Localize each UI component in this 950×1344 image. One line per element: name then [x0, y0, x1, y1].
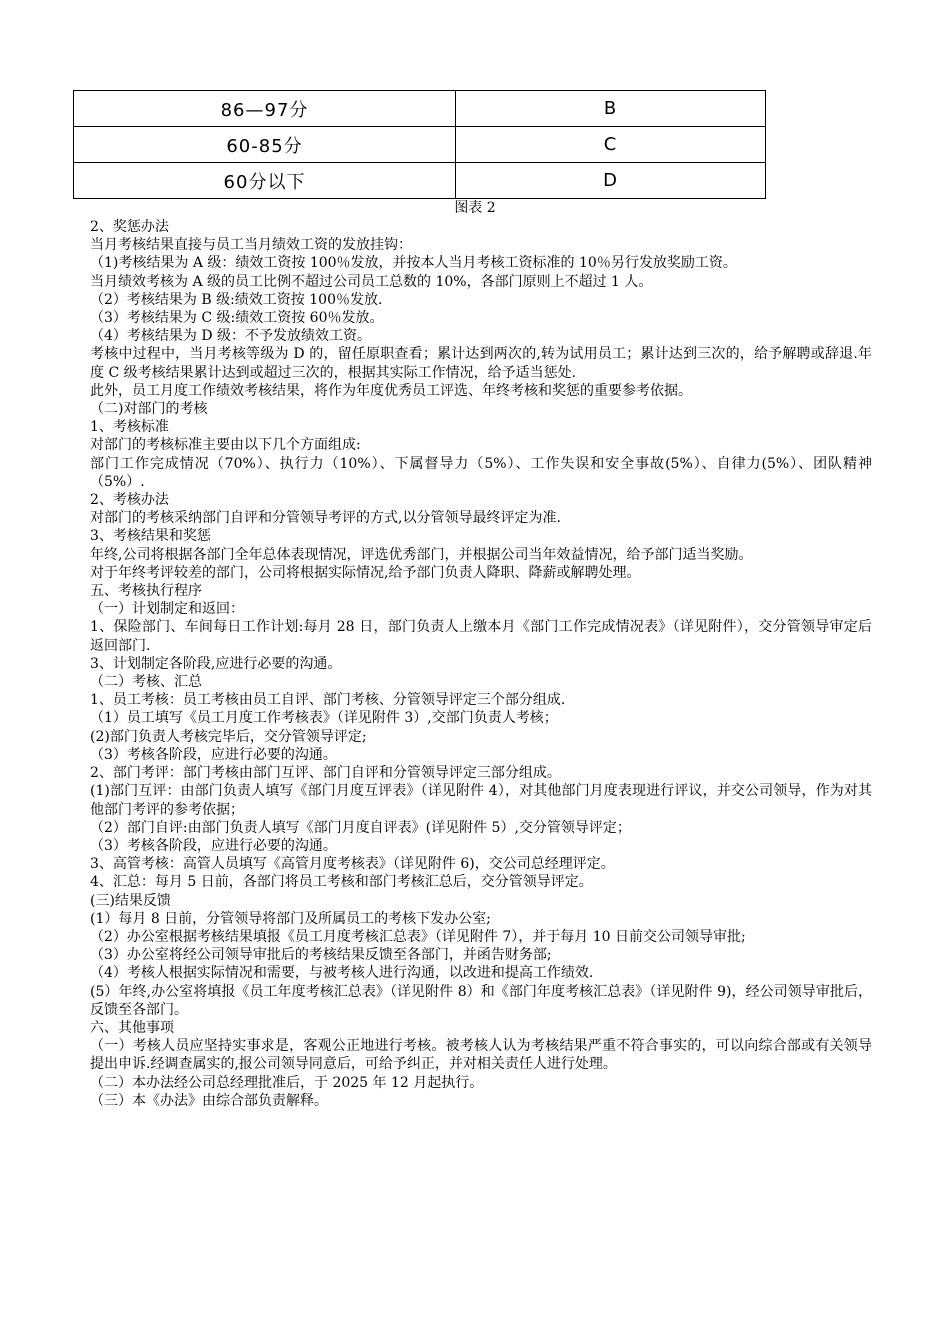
paragraph: （4）考核结果为 D 级：不予发放绩效工资。: [90, 328, 372, 345]
section-heading: 五、考核执行程序: [90, 583, 202, 600]
paragraph: （一）考核人员应坚持实事求是，客观公正地进行考核。被考核人认为考核结果严重不符合事实的，可以向综合部或有关领导提出申诉.经调查属实的,报公司领导同意后，可给予纠正，并对相关责任人进行处理。: [90, 1038, 872, 1073]
grade-cell: D: [456, 163, 766, 199]
paragraph: （3）考核各阶段，应进行必要的沟通。: [90, 837, 337, 854]
paragraph: （二）本办法经公司总经理批准后，于 2025 年 12 月起执行。: [90, 1074, 484, 1091]
paragraph: 考核中过程中，当月考核等级为 D 的，留任原职查看；累计达到两次的,转为试用员工；累计达到三次的，给予解聘或辞退.年度 C 级考核结果累计达到或超过三次的，根据其实际工作情况，给予适当惩处.: [90, 346, 872, 381]
table-row: [74, 163, 766, 199]
paragraph: 对部门的考核采纳部门自评和分管领导考评的方式,以分管领导最终评定为准.: [90, 510, 561, 527]
paragraph: （1）员工填写《员工月度工作考核表》（详见附件 3）,交部门负责人考核；: [90, 710, 558, 727]
section-heading: 2、考核办法: [90, 492, 169, 509]
section-heading: 六、其他事项: [90, 1019, 174, 1036]
paragraph: 3、高管考核：高管人员填写《高管月度考核表》（详见附件 6)，交公司总经理评定。: [90, 856, 615, 873]
paragraph: 4、汇总：每月 5 日前，各部门将员工考核和部门考核汇总后，交分管领导评定。: [90, 874, 593, 891]
paragraph: （2）考核结果为 B 级:绩效工资按 100％发放.: [90, 291, 383, 308]
paragraph: 1、保险部门、车间每日工作计划:每月 28 日，部门负责人上缴本月《部门工作完成情况表》（详见附件），交分管领导审定后返回部门.: [90, 619, 872, 654]
section-heading: （一）计划制定和返回：: [90, 601, 244, 618]
section-heading: 1、考核标准: [90, 419, 169, 436]
paragraph: (1）每月 8 日前，分管领导将部门及所属员工的考核下发办公室;: [90, 910, 491, 927]
document-body: [90, 218, 872, 1110]
paragraph: 对于年终考评较差的部门，公司将根据实际情况,给予部门负责人降职、降薪或解聘处理。: [90, 564, 641, 581]
paragraph: 部门工作完成情况（70%）、执行力（10%）、下属督导力（5%）、工作失误和安全事故(5%）、自律力(5%）、团队精神（5%）.: [90, 455, 872, 490]
paragraph: (5）年终,办公室将填报《员工年度考核汇总表》（详见附件 8）和《部门年度考核汇总表》（详见附件 9)，经公司领导审批后，反馈至各部门。: [90, 983, 872, 1018]
paragraph: （3）办公室将经公司领导审批后的考核结果反馈至各部门，并函告财务部;: [90, 947, 552, 964]
paragraph: 年终,公司将根据各部门全年总体表现情况，评选优秀部门，并根据公司当年效益情况，给予部门适当奖励。: [90, 546, 753, 563]
paragraph: （1)考核结果为 A 级：绩效工资按 100％发放，并按本人当月考核工资标准的 10％另行发放奖励工资。: [90, 255, 737, 272]
grade-table: [73, 90, 766, 199]
paragraph: 2、部门考评：部门考核由部门互评、部门自评和分管领导评定三部分组成。: [90, 765, 561, 782]
table-row: [74, 127, 766, 163]
paragraph: （2）部门自评:由部门负责人填写《部门月度自评表》(详见附件 5）,交分管领导评定；: [90, 819, 631, 836]
paragraph: 对部门的考核标准主要由以下几个方面组成:: [90, 437, 361, 454]
paragraph: (1)部门互评：由部门负责人填写《部门月度互评表》（详见附件 4），对其他部门月度表现进行评议，并交公司领导，作为对其他部门考评的参考依据；: [90, 783, 872, 818]
paragraph: 1、员工考核：员工考核由员工自评、部门考核、分管领导评定三个部分组成.: [90, 692, 566, 709]
score-range-cell: 86—97分: [74, 91, 456, 127]
paragraph: （4）考核人根据实际情况和需要，与被考核人进行沟通，以改进和提高工作绩效.: [90, 965, 594, 982]
paragraph: （2）办公室根据考核结果填报《员工月度考核汇总表》（详见附件 7），并于每月 10 日前交公司领导审批;: [90, 928, 746, 945]
section-heading: （二)对部门的考核: [90, 401, 208, 418]
grade-cell: B: [456, 91, 766, 127]
paragraph: （3）考核各阶段，应进行必要的沟通。: [90, 746, 337, 763]
section-heading: （二）考核、汇总: [90, 674, 202, 691]
grade-cell: C: [456, 127, 766, 163]
paragraph: （3）考核结果为 C 级:绩效工资按 60％发放。: [90, 310, 384, 327]
paragraph: 当月考核结果直接与员工当月绩效工资的发放挂钩：: [90, 237, 412, 254]
table-row: [74, 91, 766, 127]
section-heading: 2、奖惩办法: [90, 219, 169, 235]
score-range-cell: 60-85分: [74, 127, 456, 163]
paragraph: 当月绩效考核为 A 级的员工比例不超过公司员工总数的 10%，各部门原则上不超过 1 人。: [90, 273, 653, 290]
section-heading: 3、考核结果和奖惩: [90, 528, 211, 545]
paragraph: 此外，员工月度工作绩效考核结果，将作为年度优秀员工评选、年终考核和奖惩的重要参考依据。: [90, 382, 692, 399]
paragraph: (2)部门负责人考核完毕后，交分管领导评定;: [90, 728, 367, 745]
paragraph: 3、计划制定各阶段,应进行必要的沟通。: [90, 655, 342, 672]
section-heading: (三)结果反馈: [90, 892, 171, 909]
paragraph: （三）本《办法》由综合部负责解释。: [90, 1092, 328, 1109]
table-caption: 图表 2: [454, 200, 496, 216]
score-range-cell: 60分以下: [74, 163, 456, 199]
